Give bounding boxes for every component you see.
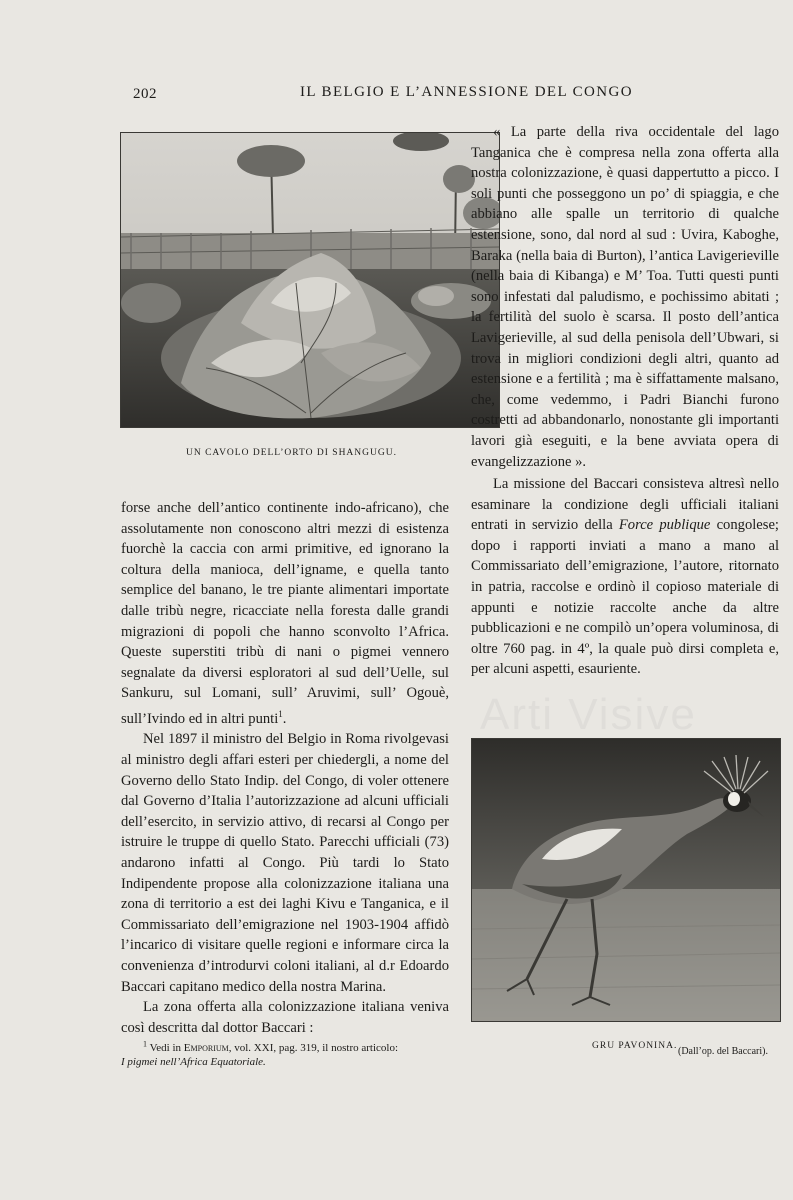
paragraph: La zona offerta alla colonizzazione italiana veniva così descritta dal dottor Baccari : <box>121 999 449 1036</box>
paragraph: La missione del Baccari consisteva altresì nello esaminare la condizione degli ufficiali italiani entrati in servizio della Force publique congolese; dopo i rapporti inviati a mano a mano al Commissariato dell’emigrazione, l’autore, ritornato in patria, raccolse e ordinò il copioso materiale di appunti e notizie raccolte anche da altre pubblicazioni e ne compilò un’opera voluminosa, di oltre 760 pag. in 4º, la quale può dirsi completa e, per alcuni aspetti, esauriente. <box>471 476 779 678</box>
paragraph: « La parte della riva occidentale del lago Tanganica che è compresa nella zona offerta alla nostra colonizzazione, è quasi dappertutto a picco. I soli punti che posseggono un po’ di spiaggia, e che abbiano alle spalle un territorio di qualche estensione, sono, dal nord al sud : Uvira, Kaboghe, Baraka (nella baia di Burton), l’antica Lavigerieville (nella baia di Kibanga) e M’ Toa. Tutti questi punti sono infestati dal paludismo, e pochissimo abitati ; la fertilità del suolo è scarsa. Il posto dell’antica Lavigerieville, al sud della penisola dell’Ubwari, si trova in migliori condizioni degli altri, quanto ad estensione e a fertilità ; ma è siffattamente malsano, che, come vedemmo, i Padri Bianchi furono costretti ad abbandonarlo, nonostante gli importanti lavori già eseguiti, e la bene avviata opera di evangelizzazione ». <box>471 124 779 470</box>
paragraph: forse anche dell’antico continente indo-africano), che assolutamente non conoscono altri mezzi di esistenza fuorchè la caccia con armi primitive, ed ignorano la coltura della manioca, dell’igname, e quella tanto semplice del banano, le tre piante alimentari importate dalle tribù negre, ricacciate nella foresta dalle grandi migrazioni di popoli che hanno sconvolto l’Africa. Queste superstiti tribù di nani o pigmei vennero segnalate da diversi esploratori al sud dell’Uelle, sul Sankuru, sul Lomani, sull’ Aruvimi, sull’ Ogouè, sull’Ivindo ed in altri punti$^1$. <box>121 500 449 727</box>
footnote: $^1$ Vedi in Emporium, vol. XXI, pag. 319, il nostro articolo: I pigmei nell’Africa Equatoriale. <box>121 1039 399 1068</box>
figure-credit: (Dall’op. del Baccari). <box>678 1046 768 1057</box>
watermark: Arti Visive <box>480 690 697 739</box>
paragraph: Nel 1897 il ministro del Belgio in Roma rivolgevasi al ministro degli affari esteri per chiedergli, a nome del Governo dello Stato Indip. del Congo, di voler ottenere dal Governo d’Italia l’autorizzazione ad alcuni ufficiali dell’esercito, in servizio attivo, di recarsi al Congo per istruire le truppe di quello Stato. Parecchi ufficiali (73) andarono infatti al Congo. Più tardi lo Stato Indipendente propose alla colonizzazione italiana una zona di territorio a est dei laghi Kivu e Tanganica, e il Commissariato dell’emigrazione nel 1903-1904 affidò l’incarico di visitare quelle regioni e informare circa la convenienza d’introdurvi coloni italiani, al d.r Edoardo Baccari capitano medico della nostra Marina. <box>121 731 449 995</box>
right-column <box>471 122 779 680</box>
running-title: IL BELGIO E L’ANNESSIONE DEL CONGO <box>300 84 633 100</box>
footnote-ref: 1 <box>278 708 283 719</box>
crane-photo <box>471 738 781 1022</box>
figure-caption: UN CAVOLO DELL’ORTO DI SHANGUGU. <box>186 448 397 458</box>
footnote-title: I pigmei nell’Africa Equatoriale. <box>121 1055 266 1068</box>
cabbage-photo <box>120 132 500 428</box>
figure-caption: GRU PAVONINA. <box>592 1041 678 1051</box>
page-number: 202 <box>133 86 157 102</box>
left-column <box>121 498 449 1038</box>
